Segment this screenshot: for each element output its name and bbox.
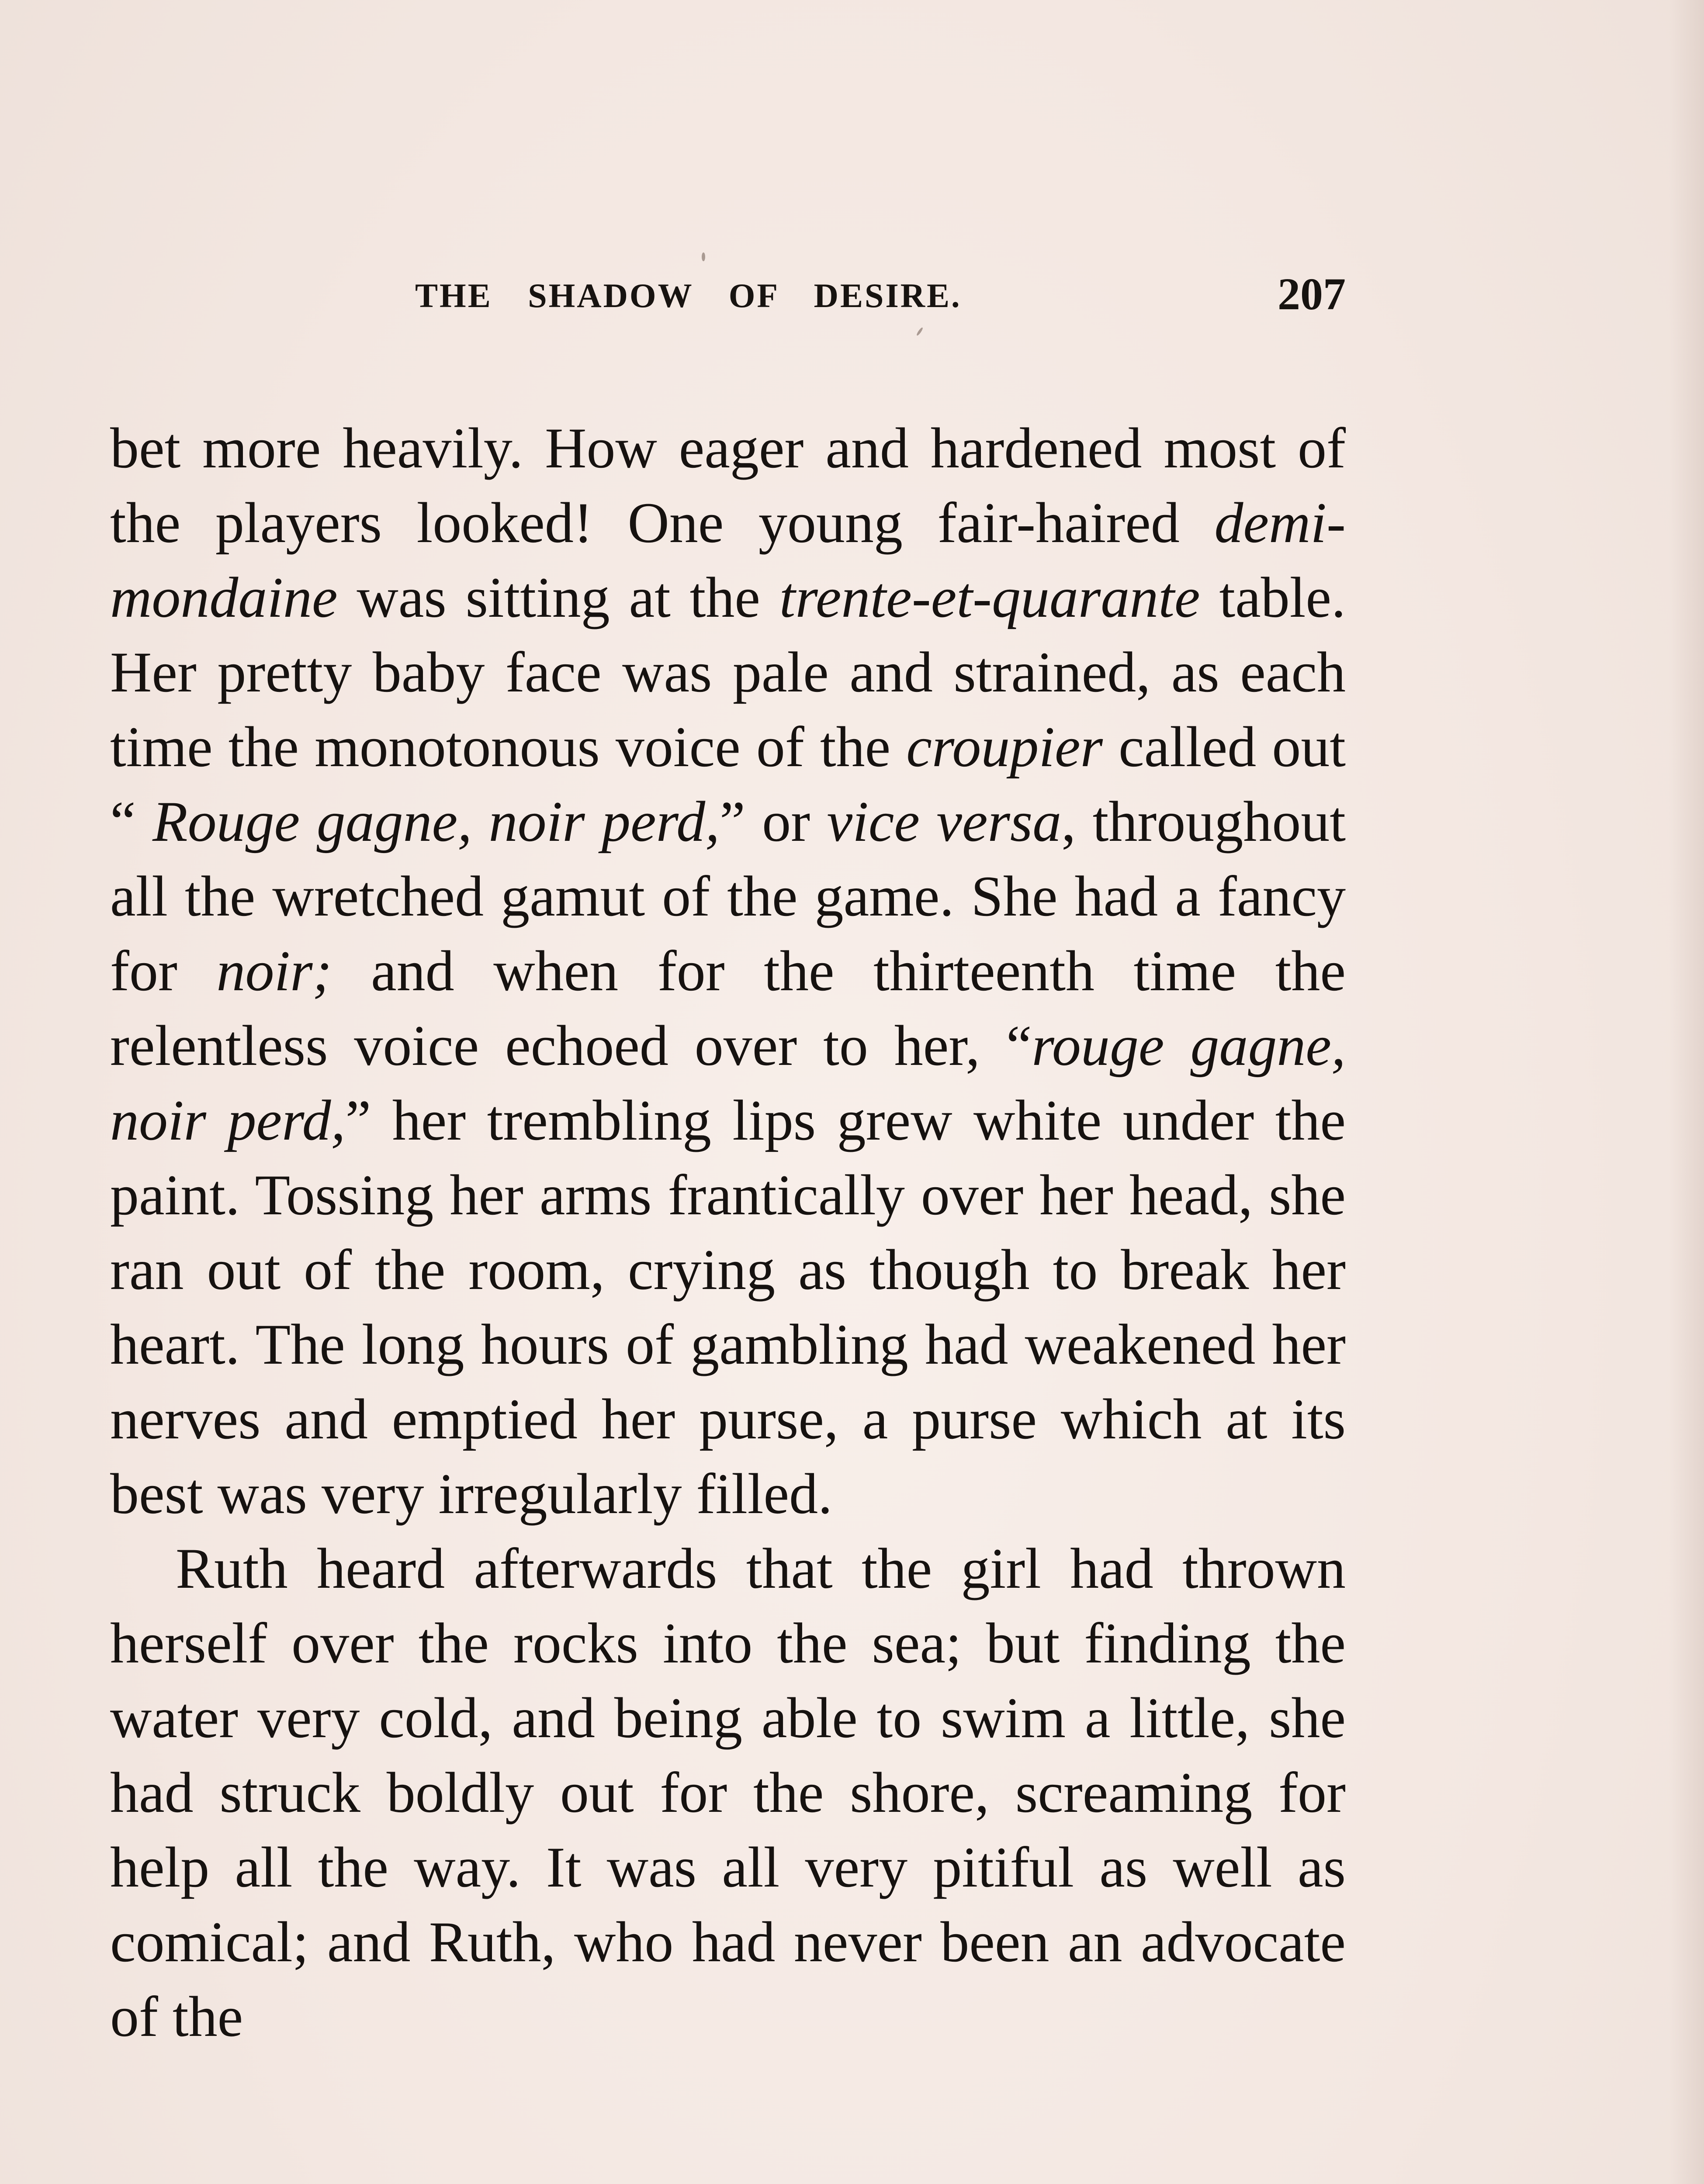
text-run: ” or — [720, 789, 827, 854]
paragraph — [110, 1531, 1346, 2054]
italic-phrase: trente-et-quarante — [779, 565, 1200, 629]
italic-phrase: noir; — [216, 939, 332, 1003]
italic-phrase: demi-mondaine — [110, 491, 1346, 629]
text-run: table. Her pretty baby face was pale and strained, as each time the monotonous voice of the — [110, 565, 1346, 779]
running-title: THE SHADOW OF DESIRE. — [415, 276, 962, 314]
paragraph — [110, 411, 1346, 1531]
page-number: 207 — [1278, 269, 1346, 319]
running-header — [109, 269, 1346, 324]
italic-phrase: croupier — [906, 715, 1103, 779]
italic-phrase: vice versa — [827, 789, 1062, 854]
text-run: , throughout all the wretched gamut of the game. She had a fancy for — [110, 789, 1346, 1003]
body-text — [110, 411, 1346, 2054]
italic-phrase: rouge gagne, noir perd, — [110, 1013, 1346, 1152]
text-run: ” her trembling lips grew white under the paint. Tossing her arms frantically over her head, she ran out of the room, crying as though to break her heart. The long hours of gambling had weakened her nerves and emptied her purse, a purse which at its best was very irregularly filled. — [110, 1088, 1346, 1526]
text-run: was sitting at the — [337, 565, 779, 629]
text-run: and when for the thirteenth time the relentless voice echoed over to her, “ — [110, 939, 1346, 1078]
paper-speck — [702, 252, 705, 261]
italic-phrase: Rouge gagne, noir perd, — [152, 789, 720, 854]
text-run: Ruth heard afterwards that the girl had thrown herself over the rocks into the sea; but finding the water very cold, and being able to swim a little, she had struck boldly out for the shore, screaming for help all the way. It was all very pitiful as well as comical; and Ruth, who had never been an advocate of the — [110, 1536, 1346, 2049]
paper-speck — [916, 327, 924, 336]
text-run: bet more heavily. How eager and hardened most of the players looked! One young fair-haired — [110, 416, 1346, 555]
text-run: called out “ — [110, 715, 1346, 854]
